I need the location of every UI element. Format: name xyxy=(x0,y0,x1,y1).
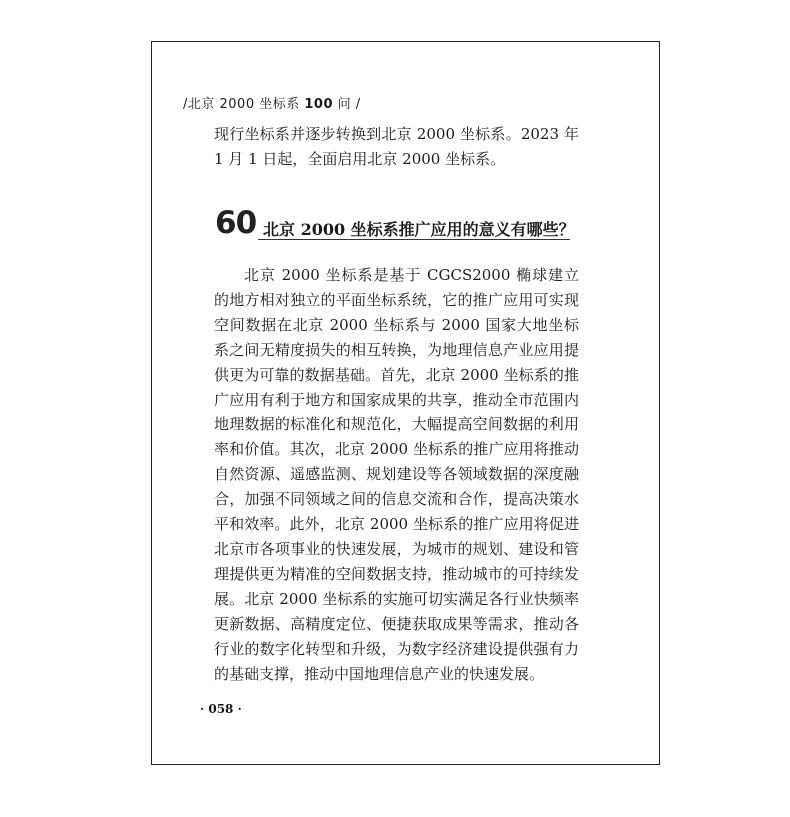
title-underline xyxy=(258,239,570,240)
question-title: 北京 2000 坐标系推广应用的意义有哪些？ xyxy=(263,220,575,239)
running-header xyxy=(183,93,361,112)
running-header-bold: 100 xyxy=(304,97,334,112)
page-number: · 058 · xyxy=(200,702,242,716)
running-header-suffix: 问 / xyxy=(333,97,361,112)
running-header-prefix: /北京 2000 坐标系 xyxy=(183,97,305,112)
body-paragraph: 北京 2000 坐标系是基于 CGCS2000 椭球建立的地方相对独立的平面坐标系统，它的推广应用可实现空间数据在北京 2000 坐标系与 2000 国家大地坐标系之间无精度损失的相互转换，为地理信息产业应用提供更为可靠的数据基础。首先，北京 2000 坐标系的推广应用有利于地方和国家成果的共享，推动全市范围内地理数据的标准化和规范化，大幅提高空间数据的利用率和价值。其次，北京 2000 坐标系的推广应用将推动自然资源、遥感监测、规划建设等各领域数据的深度融合，加强不同领域之间的信息交流和合作，提高决策水平和效率。此外，北京 2000 坐标系的推广应用将促进北京市各项事业的快速发展，为城市的规划、建设和管理提供更为精准的空间数据支持，推动城市的可持续发展。北京 2000 坐标系的实施可切实满足各行业快频率更新数据、高精度定位、便捷获取成果等需求，推动各行业的数字化转型和升级，为数字经济建设提供强有力的基础支撑，推动中国地理信息产业的快速发展。 xyxy=(214,266,579,683)
question-number: 60 xyxy=(215,205,257,241)
continuation-paragraph: 现行坐标系并逐步转换到北京 2000 坐标系。2023 年 1 月 1 日起，全面启用北京 2000 坐标系。 xyxy=(214,125,579,168)
